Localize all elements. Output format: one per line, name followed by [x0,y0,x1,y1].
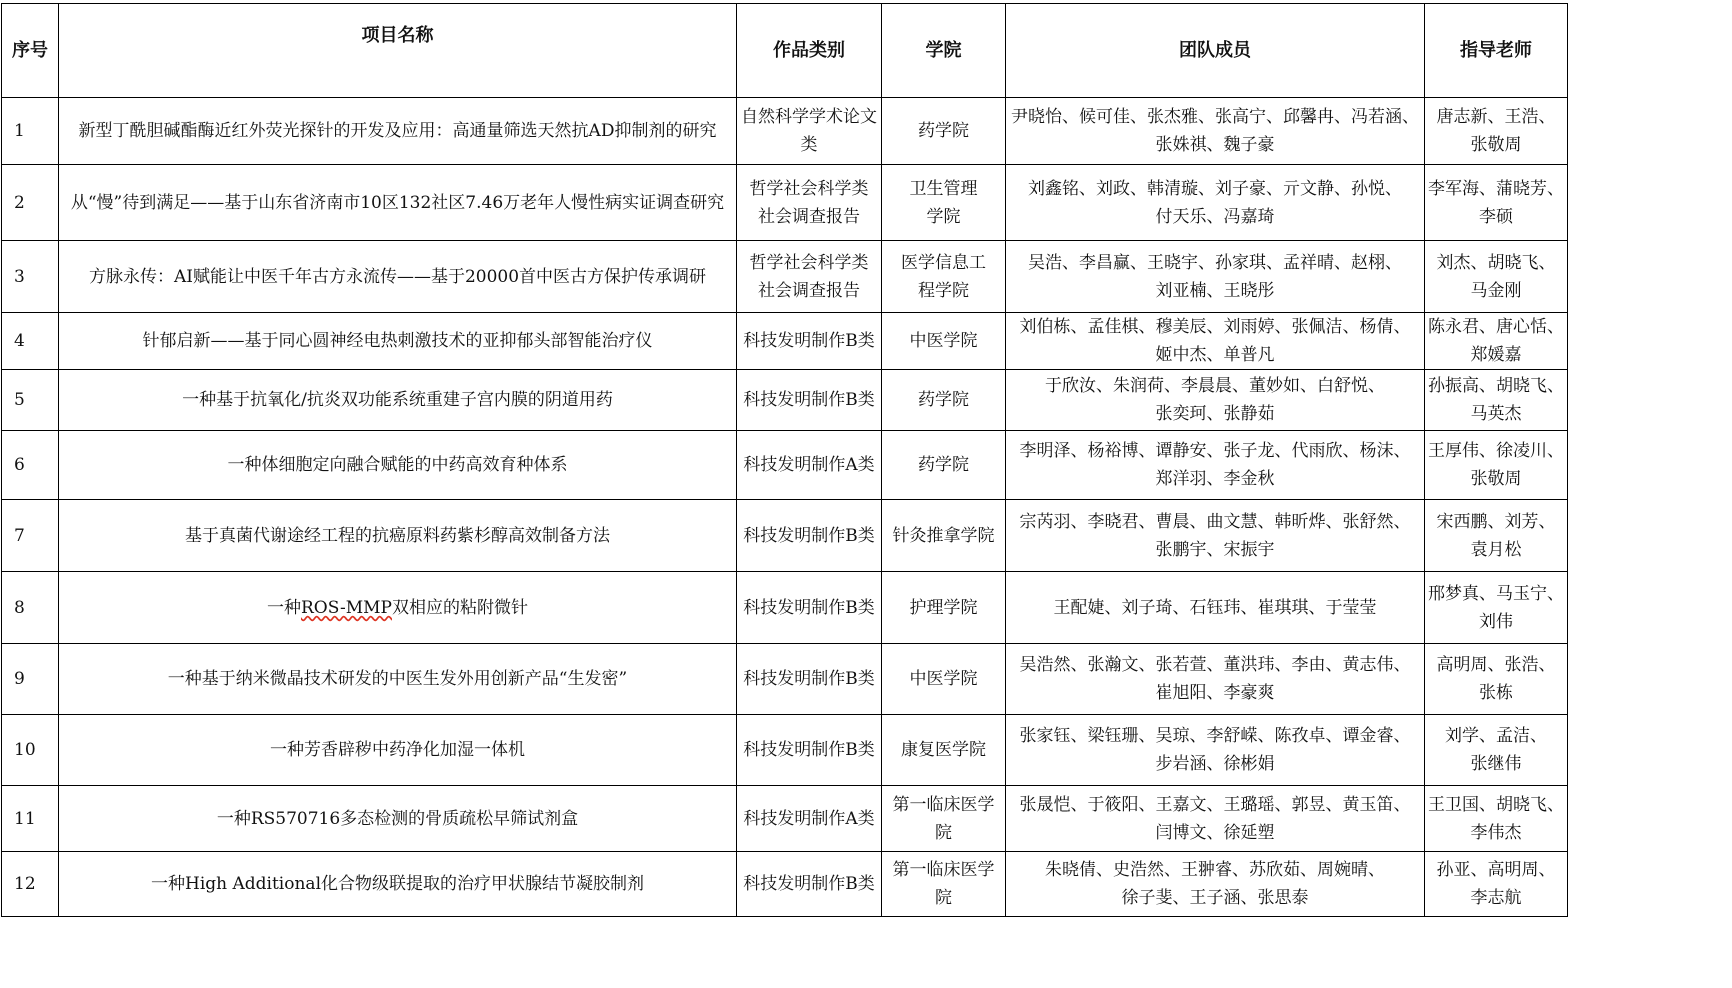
row-seq [2,241,59,313]
category-line: 科技发明制作B类 [743,740,875,760]
category-line: 哲学社会科学类 [749,252,869,273]
row-seq [2,572,59,644]
category-line: 科技发明制作B类 [743,525,875,546]
college-line: 护理学院 [909,597,978,618]
row-college [882,852,1006,917]
row-project-name [59,431,737,500]
row-project-name [59,165,737,241]
table-row [2,786,1568,852]
row-team [1006,431,1425,500]
row-seq [2,431,59,500]
row-advisor [1425,98,1568,165]
team-line: 徐子斐、王子涵、张思泰 [1121,888,1309,908]
team-line: 吴浩然、张瀚文、张若萱、董洪玮、李由、黄志伟、 [1019,655,1411,675]
college-line: 中医学院 [909,331,978,351]
team-line: 付天乐、冯嘉琦 [1155,206,1275,227]
category-line: 自然科学学术论文 [741,107,877,127]
row-seq [2,786,59,852]
table-row [2,241,1568,313]
row-advisor [1425,165,1568,241]
team-line: 刘亚楠、王晓彤 [1155,280,1275,301]
row-advisor [1425,644,1568,715]
advisor-line: 张敬周 [1470,469,1522,489]
row-college [882,370,1006,431]
row-category [737,313,882,370]
team-line: 王配婕、刘子琦、石钰玮、崔琪琪、于莹莹 [1053,597,1377,618]
row-category [737,715,882,786]
row-project-name [59,572,737,644]
header-category: 作品类别 [737,4,882,98]
team-line: 闫博文、徐延塑 [1155,822,1275,843]
table-row [2,500,1568,572]
advisor-line: 孙振高、胡晓飞、 [1428,376,1564,396]
advisor-line: 唐志新、王浩、 [1436,107,1556,127]
row-advisor [1425,715,1568,786]
project-name-text: 方脉永传：AI赋能让中医千年古方永流传——基于20000首中医古方保护传承调研 [88,266,707,287]
seq-number: 10 [14,740,36,760]
college-line: 针灸推拿学院 [892,525,995,546]
row-college [882,715,1006,786]
row-team [1006,852,1425,917]
table-row [2,165,1568,241]
row-seq [2,313,59,370]
advisor-line: 刘杰、胡晓飞、 [1436,252,1556,273]
team-line: 朱晓倩、史浩然、王翀睿、苏欣茹、周婉晴、 [1045,860,1385,880]
advisor-line: 邢梦真、马玉宁、 [1428,583,1564,604]
category-line: 科技发明制作B类 [743,874,875,894]
college-line: 卫生管理 [909,178,978,199]
table-row [2,370,1568,431]
row-college [882,572,1006,644]
row-college [882,644,1006,715]
college-line: 医学信息工 [901,252,986,273]
row-advisor [1425,572,1568,644]
table-row [2,98,1568,165]
project-name-text: 针郁启新——基于同心圆神经电热刺激技术的亚抑郁头部智能治疗仪 [142,331,653,351]
college-line: 院 [935,888,952,908]
row-category [737,644,882,715]
advisor-line: 马金刚 [1470,280,1522,301]
advisor-line: 孙亚、高明周、 [1436,860,1556,880]
team-line: 张鹏宇、宋振宇 [1155,539,1275,560]
row-team [1006,165,1425,241]
category-line: 科技发明制作B类 [743,597,875,618]
advisor-line: 王厚伟、徐凌川、 [1428,441,1564,461]
college-line: 第一临床医学 [892,860,995,880]
row-category [737,431,882,500]
college-line: 学院 [926,206,961,227]
row-seq [2,852,59,917]
team-line: 尹晓怡、候可佳、张杰雅、张高宁、邱馨冉、冯若涵、 [1011,107,1419,127]
header-seq: 序号 [2,4,59,98]
seq-number: 7 [14,525,25,546]
college-line: 康复医学院 [901,740,986,760]
project-name-text: ROS-MMP [300,597,392,618]
team-line: 刘鑫铭、刘政、韩清璇、刘子豪、亓文静、孙悦、 [1028,178,1402,199]
row-college [882,98,1006,165]
team-line: 于欣汝、朱润荷、李晨晨、董妙如、白舒悦、 [1045,376,1385,396]
row-project-name [59,313,737,370]
team-line: 张家钰、梁钰珊、吴琼、李舒嵘、陈孜卓、谭金睿、 [1019,726,1411,746]
row-category [737,500,882,572]
row-advisor [1425,241,1568,313]
seq-number: 9 [14,669,25,689]
advisor-line: 王卫国、胡晓飞、 [1428,794,1564,815]
category-line: 社会调查报告 [758,280,860,301]
project-name-text: 一种基于纳米微晶技术研发的中医生发外用创新产品“生发密” [167,669,628,689]
row-team [1006,572,1425,644]
team-line: 张晟恺、于筱阳、王嘉文、王璐瑶、郭昱、黄玉笛、 [1019,794,1411,815]
advisor-line: 郑媛嘉 [1470,345,1522,365]
advisor-line: 刘伟 [1479,611,1513,632]
seq-number: 8 [14,597,25,618]
row-college [882,165,1006,241]
category-line: 科技发明制作A类 [743,455,875,475]
row-advisor [1425,370,1568,431]
category-line: 类 [800,135,818,155]
row-seq [2,715,59,786]
header-project-name: 项目名称 [59,4,737,98]
seq-number: 12 [14,874,36,894]
advisor-line: 袁月松 [1470,539,1522,560]
row-college [882,500,1006,572]
project-name-text: 从“慢”待到满足——基于山东省济南市10区132社区7.46万老年人慢性病实证调查研究 [70,192,725,213]
advisor-line: 陈永君、唐心恬、 [1428,317,1564,337]
row-college [882,431,1006,500]
category-line: 哲学社会科学类 [749,178,869,199]
team-line: 张奕珂、张静茹 [1155,404,1275,424]
project-name-text: 双相应的粘附微针 [392,597,528,618]
category-line: 社会调查报告 [758,206,860,227]
row-college [882,241,1006,313]
college-line: 院 [935,822,952,843]
row-team [1006,500,1425,572]
seq-number: 4 [14,331,25,351]
seq-number: 6 [14,455,25,475]
college-line: 药学院 [918,390,969,410]
table-row [2,313,1568,370]
row-team [1006,241,1425,313]
row-advisor [1425,786,1568,852]
college-line: 药学院 [918,455,969,475]
row-seq [2,98,59,165]
row-advisor [1425,852,1568,917]
row-team [1006,313,1425,370]
seq-number: 11 [14,808,36,829]
advisor-line: 高明周、张浩、 [1436,655,1556,675]
header-advisor: 指导老师 [1425,4,1568,98]
row-advisor [1425,431,1568,500]
row-category [737,165,882,241]
row-team [1006,715,1425,786]
row-advisor [1425,313,1568,370]
row-project-name [59,852,737,917]
row-project-name [59,241,737,313]
team-line: 步岩涵、徐彬娟 [1155,754,1275,774]
project-name-text: 一种体细胞定向融合赋能的中药高效育种体系 [227,455,568,475]
category-line: 科技发明制作B类 [743,331,875,351]
row-project-name [59,786,737,852]
advisor-line: 张继伟 [1470,754,1522,774]
college-line: 程学院 [918,280,969,301]
advisor-line: 张栋 [1479,683,1513,703]
seq-number: 5 [14,390,25,410]
advisor-line: 张敬周 [1470,135,1522,155]
advisor-line: 李硕 [1479,206,1513,227]
team-line: 李明泽、杨裕博、谭静安、张子龙、代雨欣、杨沫、 [1019,441,1411,461]
row-category [737,572,882,644]
advisor-line: 马英杰 [1470,404,1522,424]
advisor-line: 李军海、蒲晓芳、 [1428,178,1564,199]
row-category [737,852,882,917]
project-table [1,3,1568,917]
row-project-name [59,370,737,431]
row-team [1006,370,1425,431]
row-project-name [59,500,737,572]
row-category [737,786,882,852]
team-line: 郑洋羽、李金秋 [1155,469,1275,489]
project-name-text: 一种芳香辟秽中药净化加湿一体机 [270,740,525,760]
row-project-name [59,715,737,786]
advisor-line: 宋西鹏、刘芳、 [1436,511,1556,532]
row-seq [2,165,59,241]
row-project-name [59,98,737,165]
category-line: 科技发明制作B类 [743,390,875,410]
project-name-text: 一种 [266,597,301,618]
header-team: 团队成员 [1006,4,1425,98]
row-category [737,98,882,165]
team-line: 姬中杰、单普凡 [1155,345,1275,365]
seq-number: 3 [14,266,25,287]
advisor-line: 李伟杰 [1470,822,1522,843]
row-college [882,313,1006,370]
project-name-text: 一种基于抗氧化/抗炎双功能系统重建子宫内膜的阴道用药 [182,390,613,410]
project-name-text: 一种High Additional化合物级联提取的治疗甲状腺结节凝胶制剂 [151,874,644,894]
team-line: 张姝祺、魏子豪 [1155,135,1275,155]
row-category [737,370,882,431]
table-row [2,644,1568,715]
college-line: 中医学院 [909,669,978,689]
row-advisor [1425,500,1568,572]
row-seq [2,370,59,431]
row-team [1006,644,1425,715]
row-team [1006,98,1425,165]
table-row [2,572,1568,644]
seq-number: 1 [14,121,25,141]
row-seq [2,644,59,715]
team-line: 宗芮羽、李晓君、曹晨、曲文慧、韩昕烨、张舒然、 [1019,511,1411,532]
college-line: 第一临床医学 [892,794,995,815]
category-line: 科技发明制作B类 [743,669,875,689]
team-line: 崔旭阳、李豪爽 [1155,683,1275,703]
project-name-text: 基于真菌代谢途经工程的抗癌原料药紫杉醇高效制备方法 [185,525,610,546]
header-row [2,4,1568,98]
project-name-text: 一种RS570716多态检测的骨质疏松早筛试剂盒 [216,808,579,829]
project-name-text: 新型丁酰胆碱酯酶近红外荧光探针的开发及应用：高通量筛选天然抗AD抑制剂的研究 [78,121,717,141]
team-line: 吴浩、李昌赢、王晓宇、孙家琪、孟祥晴、赵栩、 [1028,252,1402,273]
advisor-line: 李志航 [1470,888,1522,908]
college-line: 药学院 [918,121,969,141]
table-row [2,431,1568,500]
table-row [2,852,1568,917]
row-seq [2,500,59,572]
row-project-name [59,644,737,715]
team-line: 刘伯栋、孟佳棋、穆美辰、刘雨婷、张佩洁、杨倩、 [1019,317,1411,337]
category-line: 科技发明制作A类 [743,808,875,829]
seq-number: 2 [14,192,25,213]
header-college: 学院 [882,4,1006,98]
advisor-line: 刘学、孟洁、 [1445,726,1547,746]
row-category [737,241,882,313]
row-team [1006,786,1425,852]
table-row [2,715,1568,786]
row-college [882,786,1006,852]
